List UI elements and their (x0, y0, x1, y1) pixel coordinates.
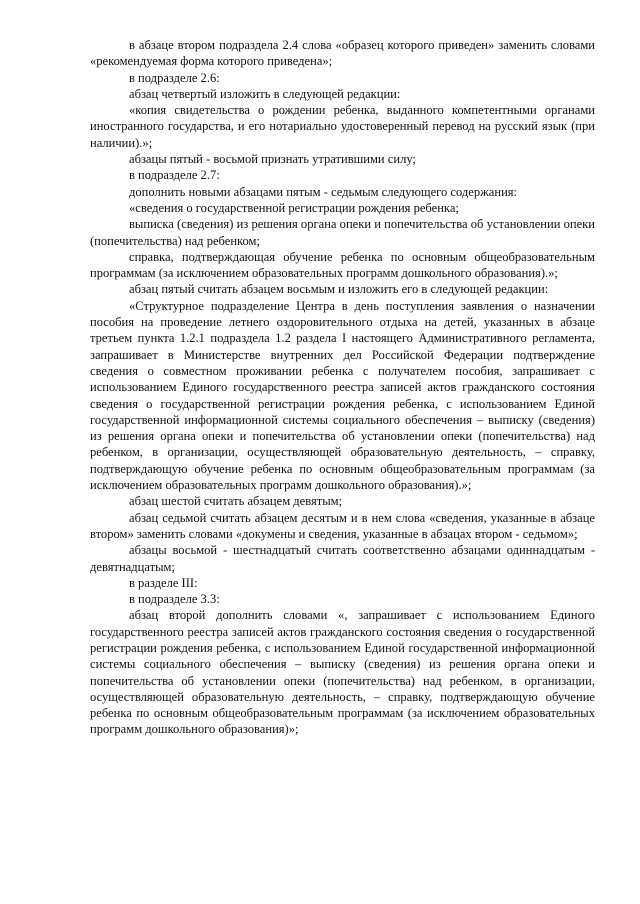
paragraph-14: абзац седьмой считать абзацем десятым и в нем слова «сведения, указанные в абзаце втором» заменить словами «докумены и сведения, указанные в абзацах втором - седьмом»; (90, 510, 595, 541)
paragraph-3: абзац четвертый изложить в следующей редакции: (129, 86, 401, 101)
paragraph-4: «копия свидетельства о рождении ребенка, выданного компетентными органами иностранного государства, и его нотариально удостоверенный перевод на русский язык (при наличии).»; (90, 103, 595, 150)
paragraph-11: абзац пятый считать абзацем восьмым и изложить его в следующей редакции: (129, 282, 549, 297)
paragraph-6: в подразделе 2.7: (129, 168, 220, 183)
paragraph-18: абзац второй дополнить словами «, запрашивает с использованием Единого государственного реестра записей актов гражданского состояния сведения о государственной регистрации рождения ребенка, с использованием Единой государственной информационной системы социального обеспечения – выписку (сведения) из решения органа опеки и попечительства об установлении опеки (попечительства) над ребенком, в организации, осуществляющей образовательную деятельность, – справку, подтверждающую обучение ребенка по основным общеобразовательным программам (за исключением образовательных программ дошкольного образования)»; (90, 608, 595, 737)
paragraph-10: справка, подтверждающая обучение ребенка по основным общеобразовательным программам (за исключением образовательных программ дошкольного образования).»; (90, 249, 595, 281)
paragraph-7: дополнить новыми абзацами пятым - седьмым следующего содержания: (129, 184, 518, 199)
document-page (90, 37, 595, 738)
paragraph-15: абзацы восьмой - шестнадцатый считать соответственно абзацами одиннадцатым - девятнадцатым; (90, 543, 595, 574)
paragraph-2: в подразделе 2.6: (129, 70, 220, 85)
paragraph-17: в подразделе 3.3: (129, 592, 220, 607)
paragraph-5: абзацы пятый - восьмой признать утратившими силу; (129, 152, 416, 167)
paragraph-13: абзац шестой считать абзацем девятым; (129, 494, 343, 509)
paragraph-9: выписка (сведения) из решения органа опеки и попечительства об установлении опеки (попечительства) над ребенком; (90, 217, 595, 248)
paragraph-12: «Структурное подразделение Центра в день поступления заявления о назначении пособия на проведение летнего оздоровительного отдыха на детей, указанных в абзаце третьем пункта 1.2.1 подраздела 1.2 раздела I настоящего Административного регламента, запрашивает в Министерстве внутренних дел Российской Федерации подтверждение сведения о совместном проживании ребенка с получателем пособия, запрашивает с использованием Единого государственного реестра записей актов гражданского состояния сведения о государственной регистрации рождения ребенка, с использованием Единой государственной информационной системы социального обеспечения – выписку (сведения) из решения органа опеки и попечительства об установлении опеки (попечительства) над ребенком, в организации, осуществляющей образовательную деятельность, – справку, подтверждающую обучение ребенка по основным общеобразовательным программам (за исключением образовательных программ дошкольного образования).»; (90, 298, 595, 493)
paragraph-1: в абзаце втором подраздела 2.4 слова «образец которого приведен» заменить словами «рекомендуемая форма которого приведена»; (90, 38, 595, 69)
paragraph-16: в разделе III: (129, 575, 198, 590)
paragraph-8: «сведения о государственной регистрации рождения ребенка; (129, 200, 459, 215)
